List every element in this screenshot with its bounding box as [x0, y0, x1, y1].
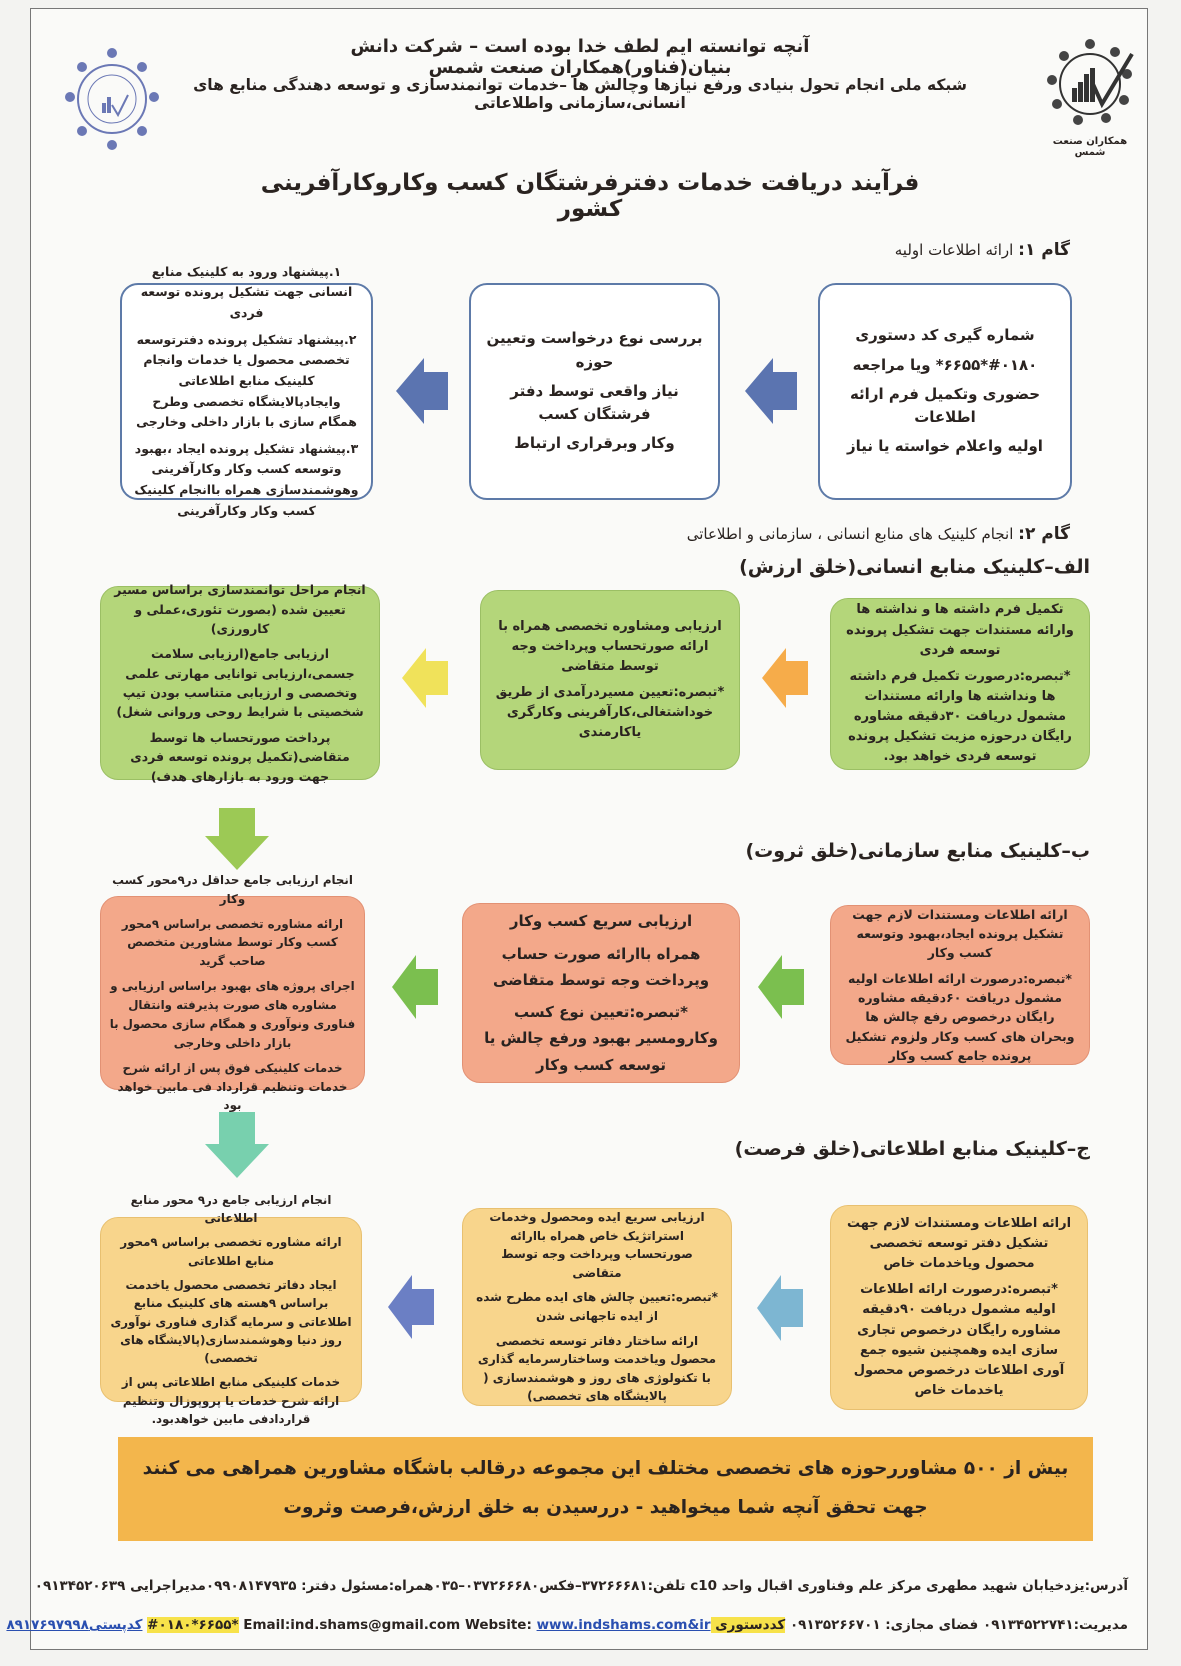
box-paragraph: تکمیل فرم داشته ها و نداشته ها وارائه مستندات جهت تشکیل پرونده توسعه فردی	[846, 602, 1074, 658]
header-slogan: آنچه توانسته ایم لطف خدا بوده است – شرکت دانش بنیان(فناور)همکاران صنعت شمس	[350, 36, 810, 78]
header-subtitle: شبکه ملی انجام تحول بنیادی ورفع نیازها وچالش ها –خدمات توانمندسازی و توسعه دهندگی منابع های انسانی،سازمانی واطلاعاتی	[193, 76, 967, 112]
recommendation-item: ۳.پیشنهاد تشکیل پرونده ایجاد ،بهبود وتوسعه کسب وکار وکارآفرینی وهوشمندسازی همراه باانجام کلینیک کسب وکار وکارآفرینی	[134, 440, 359, 518]
recommendation-item: ۲.پیشنهاد تشکیل پرونده دفترتوسعه تخصصی محصول یا خدمات وانجام کلینیک منابع اطلاعاتی وایجادپالایشگاه تخصصی وطرح همگام سازی با بازار داخلی وخارجی	[136, 331, 357, 430]
step1-label: گام ۱:	[1018, 240, 1070, 260]
box-paragraph: خدمات کلینیکی منابع اطلاعاتی پس از ارائه شرح خدمات یا پروپوزال وتنظیم قراردادفی مابین خواهدبود.	[121, 1375, 341, 1426]
arrow-left-icon	[388, 1275, 434, 1339]
arrow-left-icon	[762, 648, 808, 708]
banner-line-1: بیش از ۵۰۰ مشاوررحوزه های تخصصی مختلف این مجموعه درقالب باشگاه مشاورین همراهی می کنند	[142, 1458, 1069, 1480]
box-line: نیاز واقعی توسط دفتر فرشتگان کسب	[510, 381, 679, 424]
postal-label: کدپستی	[88, 1617, 143, 1633]
box-paragraph: ارزیابی ومشاوره تخصصی همراه با ارائه صورتحساب وپرداخت وجه توسط متقاضی	[498, 618, 722, 674]
postal-code: ۸۹۱۷۶۹۷۹۹۸	[6, 1617, 89, 1633]
code-label: کددستوری	[715, 1617, 786, 1633]
section-b-box-1	[830, 905, 1090, 1065]
step2-heading	[600, 524, 1070, 544]
company-seal	[62, 45, 162, 155]
box-paragraph: *تبصره:تعیین نوع کسب وکارومسیر بهبود ورفع چالش یا توسعه کسب وکار	[484, 1003, 718, 1074]
arrow-left-icon	[757, 1275, 803, 1341]
step1-heading	[640, 240, 1070, 260]
section-c-box-3	[100, 1192, 362, 1426]
box-paragraph: *تبصره:درصورت تکمیل فرم داشته ها ونداشته ها وارائه مستندات مشمول دریافت ۳۰دقیقه مشاوره رایگان درحوزه مزیت تشکیل پرونده توسعه فردی خواهد بود.	[848, 668, 1072, 765]
email-text[interactable]: Email:ind.shams@gmail.com	[243, 1617, 461, 1633]
arrow-down-icon	[205, 808, 269, 870]
section-a-box-2	[480, 590, 740, 770]
section-c-heading: ج–کلینیک منابع اطلاعاتی(خلق فرصت)	[734, 1138, 1090, 1160]
box-line: #۰۱۸۰*۶۶۵۵* ویا مراجعه	[852, 355, 1038, 374]
box-paragraph: ارائه اطلاعات ومستندات لازم جهت تشکیل دفتر توسعه تخصصی محصول ویاخدمات خاص	[846, 1215, 1072, 1272]
website-link[interactable]: www.indshams.com&ir	[536, 1617, 711, 1633]
recommendation-item: ۱.پیشنهاد ورود به کلینیک منابع انسانی جهت تشکیل پرونده توسعه فردی	[140, 263, 353, 320]
footer-postal	[6, 1617, 142, 1633]
section-a-heading: الف–کلینیک منابع انسانی(خلق ارزش)	[739, 556, 1090, 578]
box-paragraph: ارائه مشاوره تخصصی براساس ۹محور منابع اطلاعاتی	[120, 1235, 342, 1268]
website-label: Website:	[464, 1617, 532, 1633]
consultants-banner	[118, 1437, 1093, 1541]
arrow-left-icon	[392, 955, 438, 1019]
box-line: وکار وبرقراری ارتباط	[514, 434, 675, 453]
step1-box-contact	[818, 283, 1072, 500]
box-paragraph: انجام ارزیابی جامع حداقل در۹محور کسب وکار	[112, 872, 353, 906]
box-paragraph: ارزیابی سریع ایده ومحصول وخدمات استراتژیک خاص همراه باارائه صورتحساب وپرداخت وجه توسط متقاضی	[489, 1210, 705, 1280]
footer-web	[243, 1617, 710, 1633]
arrow-left-icon	[745, 358, 797, 424]
arrow-left-icon	[402, 648, 448, 708]
footer-contacts	[6, 1617, 1128, 1633]
box-line: اولیه واعلام خواسته یا نیاز	[847, 437, 1043, 456]
box-paragraph: ایجاد دفاتر تخصصی محصول یاخدمت براساس ۹هسته های کلینیک منابع اطلاعاتی و سرمایه گذاری فناوری نوآوری روز دنیا وهوشمندسازی(پالایشگاه های تخصصی)	[110, 1277, 352, 1366]
section-a-box-3	[100, 582, 380, 784]
seal-stamp-icon	[62, 45, 162, 155]
box-paragraph: انجام مراحل توانمندسازی براساس مسیر تعیین شده (بصورت تئوری،عملی و کارورزی)	[114, 582, 366, 636]
step2-label: گام ۲:	[1018, 524, 1070, 544]
box-paragraph: انجام ارزیابی جامع در۹ محور منابع اطلاعاتی	[130, 1192, 332, 1226]
step2-text: انجام کلینیک های منابع انسانی ، سازمانی و اطلاعاتی	[686, 525, 1014, 543]
box-paragraph: ارزیابی جامع(ارزیابی سلامت جسمی،ارزیابی توانایی مهارتی علمی وتخصصی و ارزیابی متناسب بودن تیپ شخصیتی با شرایط روحی وروانی شغل)	[116, 646, 364, 720]
box-paragraph: اجرای پروژه های بهبود براساس ارزیابی و مشاوره های صورت پذیرفته وانتقال فناوری ونوآوری و همگام سازی محصول با بازار داخلی وخارجی	[109, 979, 356, 1050]
box-paragraph: ارزیابی سریع کسب وکار	[509, 912, 693, 931]
box-line: حضوری وتکمیل فرم ارائه اطلاعات	[849, 384, 1041, 427]
box-paragraph: همراه باارائه صورت حساب وپرداخت وجه توسط متقاضی	[492, 944, 710, 989]
footer-management: مدیریت:۰۹۱۳۴۵۲۲۷۴۱ فضای مجازی: ۰۹۱۳۵۲۶۶۷۰۱	[789, 1617, 1128, 1633]
step1-box-review	[469, 283, 720, 500]
footer-address: آدرس:یزدخیابان شهید مطهری مرکز علم وفناوری اقبال واحد c10 تلفن:۳۷۲۶۶۶۸۱–فکس۰۳۷۲۶۶۶۸۰–۰۳۵همراه:مسئول دفتر: ۰۹۹۰۸۱۴۷۹۳۵مدیراجرایی ۰۹۱۳۴۵۲۰۶۳۹	[34, 1578, 1128, 1594]
box-line: شماره گیری کد دستوری	[855, 326, 1035, 345]
step1-box-recommendations	[120, 263, 373, 518]
section-b-box-3	[100, 872, 365, 1113]
box-paragraph: *تبصره:درصورت ارائه اطلاعات اولیه مشمول دریافت ۶۰دقیقه مشاوره رایگان درخصوص رفع چالش ها وبحران های کسب وکار ولزوم تشکیل پرونده جامع کسب وکار	[845, 970, 1075, 1064]
box-paragraph: ارائه اطلاعات ومستندات لازم جهت تشکیل پرونده ایجاد،بهبود وتوسعه کسب وکار	[852, 906, 1068, 961]
section-c-box-1	[830, 1205, 1088, 1410]
arrow-left-icon	[758, 955, 804, 1019]
dial-code: #۰۱۸۰*۶۶۵۵*	[147, 1617, 239, 1633]
box-paragraph: *تبصره:درصورت ارائه اطلاعات اولیه مشمول دریافت ۹۰دقیقه مشاوره رایگان درخصوص تجاری سازی ایده وهمچنین شیوه جمع آوری اطلاعات درخصوص محصول یاخدمات خاص	[853, 1282, 1065, 1398]
box-paragraph: ارائه مشاوره تخصصی براساس ۹محور کسب وکار توسط مشاورین متخصص صاحب گرید	[121, 916, 344, 969]
banner-line-2: جهت تحقق آنچه شما میخواهید - دررسیدن به خلق ارزش،فرصت وثروت	[283, 1497, 928, 1518]
page-title: فرآیند دریافت خدمات دفترفرشتگان کسب وکاروکارآفرینی کشور	[260, 170, 920, 222]
box-paragraph: پرداخت صورتحساب ها توسط متقاضی(تکمیل پرونده توسعه فردی جهت ورود به بازارهای هدف)	[130, 729, 350, 784]
box-paragraph: *تبصره:تعیین مسیردرآمدی از طریق خوداشتغالی،کارآفرینی وکارگری یاکارمندی	[495, 685, 725, 741]
box-paragraph: ارائه ساختار دفاتر توسعه تخصصی محصول ویاخدمت وساختارسرمایه گذاری با تکنولوژی های روز و هوشمندسازی ( پالایشگاه های تخصصی)	[477, 1333, 717, 1404]
box-paragraph: *تبصره:تعیین چالش های ایده مطرح شده از ایده تاجهانی شدن	[476, 1290, 718, 1323]
step1-text: ارائه اطلاعات اولیه	[894, 241, 1014, 259]
section-b-heading: ب–کلینیک منابع سازمانی(خلق ثروت)	[745, 840, 1090, 862]
arrow-left-icon	[396, 358, 448, 424]
company-logo	[1040, 32, 1140, 158]
logo-check-chart-icon	[1040, 32, 1140, 132]
logo-caption: همکاران صنعت شمس	[1052, 136, 1128, 158]
section-a-box-1	[830, 598, 1090, 770]
box-line: بررسی نوع درخواست وتعیین حوزه	[486, 329, 703, 371]
arrow-down-icon	[205, 1112, 269, 1178]
box-paragraph: خدمات کلینیکی فوق پس از ارائه شرح خدمات وتنظیم قرارداد فی مابین خواهد بود	[117, 1060, 348, 1113]
section-b-box-2	[462, 903, 740, 1083]
section-c-box-2	[462, 1208, 732, 1406]
